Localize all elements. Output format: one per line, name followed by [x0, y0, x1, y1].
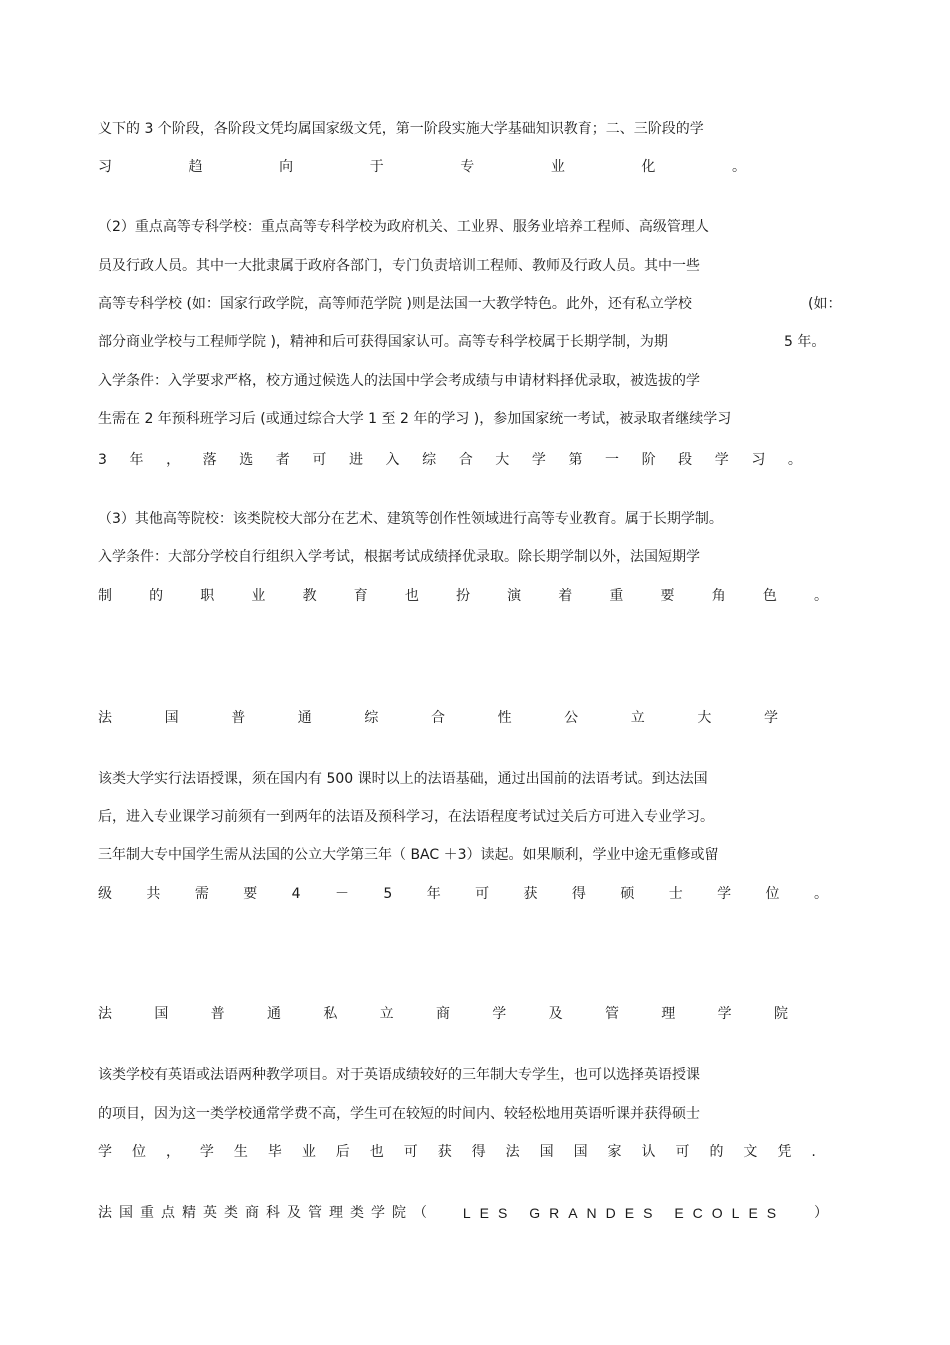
spaced-char: 重 — [609, 588, 624, 604]
spaced-char: 级 — [98, 886, 112, 902]
spaced-char: 国 — [573, 1144, 588, 1160]
spaced-char: 获 — [437, 1144, 452, 1160]
spaced-char: 共 — [146, 886, 161, 902]
spaced-char: 职 — [200, 588, 215, 604]
para2-line3-end: (如： — [808, 296, 842, 312]
para2-line2: 员及行政人员。其中一大批隶属于政府各部门，专门负责培训工程师、教师及行政人员。其中一些 — [98, 258, 700, 274]
spaced-char: 普 — [231, 710, 246, 726]
spaced-char: ， — [165, 1144, 180, 1160]
spaced-char: . — [811, 1144, 816, 1160]
spaced-char: 着 — [558, 588, 573, 604]
spaced-char: 合 — [458, 452, 473, 468]
para4-line1: 该类大学实行法语授课，须在国内有 500 课时以上的法语基础，通过出国前的法语考试。到达法国 — [98, 771, 708, 787]
para5-line2: 的项目，因为这一类学校通常学费不高，学生可在较短的时间内、较轻松地用英语听课并获得硕士 — [98, 1106, 700, 1122]
heading-grandes-ecoles — [98, 1204, 828, 1222]
spaced-char: 学 — [531, 452, 546, 468]
spaced-char: 落 — [202, 452, 217, 468]
spaced-char: 业 — [550, 159, 565, 175]
spaced-char: 。 — [731, 159, 746, 175]
spaced-char: 业 — [251, 588, 266, 604]
para4-line3: 三年制大专中国学生需从法国的公立大学第三年（ BAC ＋3）读起。如果顺利，学业中途无重修或留 — [98, 847, 719, 863]
spaced-char: 士 — [668, 886, 683, 902]
spaced-char: 扮 — [455, 588, 470, 604]
spaced-char: 文 — [743, 1144, 758, 1160]
spaced-char: 专 — [460, 159, 475, 175]
spaced-char: 法 — [98, 710, 112, 726]
spaced-char: 得 — [571, 886, 586, 902]
spaced-char: 家 — [607, 1144, 622, 1160]
spaced-char: 制 — [98, 588, 112, 604]
spaced-char: 立 — [630, 710, 645, 726]
spaced-char: 性 — [497, 710, 512, 726]
spaced-char: 大 — [495, 452, 510, 468]
spaced-char: 后 — [335, 1144, 350, 1160]
heading-public-universities — [98, 709, 778, 727]
spaced-char: 管 — [604, 1006, 619, 1022]
spaced-char: 普 — [210, 1006, 225, 1022]
spaced-char: 综 — [422, 452, 437, 468]
spaced-char: 要 — [243, 886, 258, 902]
para2-line1: （2）重点高等专科学校：重点高等专科学校为政府机关、工业界、服务业培养工程师、高级管理人 — [98, 219, 709, 235]
spaced-char: 理 — [661, 1006, 676, 1022]
spaced-char: 学 — [492, 1006, 507, 1022]
spaced-char: 化 — [641, 159, 656, 175]
spaced-char: 获 — [523, 886, 538, 902]
spaced-char: 。 — [787, 452, 802, 468]
spaced-char: 公 — [564, 710, 579, 726]
para2-line3: 高等专科学校 (如：国家行政学院，高等师范学院 )则是法国一大教学特色。此外，还有私立学校 — [98, 296, 692, 312]
spaced-char: 进 — [348, 452, 363, 468]
spaced-char: 通 — [297, 710, 312, 726]
spaced-char: 学 — [98, 1144, 112, 1160]
spaced-char: 第 — [568, 452, 583, 468]
para2-line4: 部分商业学校与工程师学院 )，精神和后可获得国家认可。高等专科学校属于长期学制，为期 — [98, 334, 668, 350]
spaced-char: 可 — [403, 1144, 418, 1160]
spaced-char: 生 — [233, 1144, 248, 1160]
spaced-char: 学 — [717, 886, 732, 902]
para3-line1: （3）其他高等院校：该类院校大部分在艺术、建筑等创作性领域进行高等专业教育。属于长期学制。 — [98, 511, 723, 527]
spaced-char: 3 — [98, 452, 107, 468]
para1-line1: 义下的 3 个阶段，各阶段文凭均属国家级文凭，第一阶段实施大学基础知识教育；二、三阶段的学 — [98, 121, 704, 137]
spaced-char: 要 — [660, 588, 675, 604]
para2-line4-end: 5 年。 — [784, 334, 826, 350]
spaced-char: 年 — [129, 452, 144, 468]
spaced-char: 国 — [539, 1144, 554, 1160]
para4-line4 — [98, 885, 828, 903]
spaced-char: 也 — [369, 1144, 384, 1160]
spaced-char: 可 — [475, 886, 490, 902]
spaced-char: 认 — [641, 1144, 656, 1160]
spaced-char: 综 — [364, 710, 379, 726]
spaced-char: 凭 — [777, 1144, 792, 1160]
para3-line3 — [98, 587, 828, 605]
para2-line6: 生需在 2 年预科班学习后 (或通过综合大学 1 至 2 年的学习 )，参加国家统一考试，被录取者继续学习 — [98, 411, 732, 427]
spaced-char: 合 — [430, 710, 445, 726]
spaced-char: 法 — [98, 1006, 112, 1022]
spaced-char: 学 — [714, 452, 729, 468]
spaced-char: 色 — [762, 588, 777, 604]
heading-private-business-schools — [98, 1005, 788, 1023]
spaced-char: 位 — [765, 886, 780, 902]
spaced-char: 得 — [471, 1144, 486, 1160]
heading-grandes-ecoles-latin: LES GRANDES ECOLES — [462, 1205, 786, 1221]
spaced-char: 向 — [279, 159, 294, 175]
spaced-char: 毕 — [267, 1144, 282, 1160]
spaced-char: 院 — [773, 1006, 788, 1022]
spaced-char: 角 — [711, 588, 726, 604]
para5-line1: 该类学校有英语或法语两种教学项目。对于英语成绩较好的三年制大专学生，也可以选择英语授课 — [98, 1067, 700, 1083]
spaced-char: 硕 — [620, 886, 635, 902]
para2-line5: 入学条件：入学要求严格，校方通过候选人的法国中学会考成绩与申请材料择优录取，被选拔的学 — [98, 373, 700, 389]
spaced-char: 私 — [323, 1006, 338, 1022]
spaced-char: 可 — [675, 1144, 690, 1160]
spaced-char: 趋 — [188, 159, 203, 175]
para4-line2: 后，进入专业课学习前须有一到两年的法语及预科学习，在法语程度考试过关后方可进入专业学习。 — [98, 809, 714, 825]
spaced-char: ， — [166, 452, 181, 468]
para5-line3 — [98, 1143, 816, 1161]
spaced-char: 4 — [291, 886, 301, 902]
spaced-char: 一 — [605, 452, 620, 468]
spaced-char: 阶 — [641, 452, 656, 468]
spaced-char: 也 — [404, 588, 419, 604]
spaced-char: 法 — [505, 1144, 520, 1160]
spaced-char: 。 — [813, 588, 828, 604]
spaced-char: 需 — [194, 886, 209, 902]
spaced-char: 选 — [239, 452, 254, 468]
spaced-char: 育 — [353, 588, 368, 604]
para1-line2 — [98, 158, 746, 176]
spaced-char: 可 — [312, 452, 327, 468]
para3-line2: 入学条件：大部分学校自行组织入学考试，根据考试成绩择优录取。除长期学制以外，法国短期学 — [98, 549, 700, 565]
spaced-char: 学 — [199, 1144, 214, 1160]
spaced-char: 的 — [709, 1144, 724, 1160]
spaced-char: 位 — [131, 1144, 146, 1160]
spaced-char: 国 — [154, 1006, 169, 1022]
spaced-char: 业 — [301, 1144, 316, 1160]
spaced-char: 学 — [717, 1006, 732, 1022]
spaced-char: 学 — [763, 710, 778, 726]
spaced-char: － — [334, 886, 349, 902]
spaced-char: 习 — [751, 452, 766, 468]
spaced-char: 立 — [379, 1006, 394, 1022]
spaced-char: 。 — [813, 886, 828, 902]
spaced-char: 年 — [426, 886, 441, 902]
para2-line7 — [98, 451, 802, 469]
spaced-char: 通 — [266, 1006, 281, 1022]
spaced-char: 段 — [678, 452, 693, 468]
spaced-char: 及 — [548, 1006, 563, 1022]
heading-grandes-ecoles-close: ） — [814, 1205, 828, 1221]
spaced-char: 教 — [302, 588, 317, 604]
spaced-char: 入 — [385, 452, 400, 468]
spaced-char: 于 — [369, 159, 384, 175]
spaced-char: 者 — [275, 452, 290, 468]
spaced-char: 商 — [435, 1006, 450, 1022]
spaced-char: 演 — [507, 588, 522, 604]
spaced-char: 5 — [383, 886, 393, 902]
spaced-char: 习 — [98, 159, 112, 175]
heading-grandes-ecoles-cn: 法国重点精英类商科及管理类学院（ — [98, 1205, 434, 1221]
spaced-char: 大 — [697, 710, 712, 726]
spaced-char: 的 — [149, 588, 164, 604]
spaced-char: 国 — [164, 710, 179, 726]
